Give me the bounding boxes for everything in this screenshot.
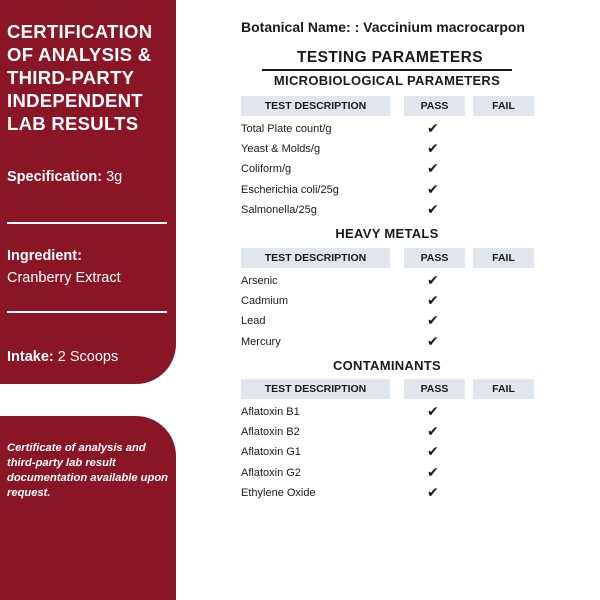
table-row [241,485,541,501]
column-header-fail: FAIL [473,96,534,116]
column-header-fail: FAIL [473,248,534,268]
ingredient-label: Ingredient: [7,248,82,264]
test-description: Aflatoxin B1 [241,406,300,418]
table-row [241,424,541,440]
botanical-name: Botanical Name: : Vaccinium macrocarpon [241,19,525,35]
table-row [241,293,541,309]
test-description: Coliform/g [241,163,292,176]
table-row [241,161,541,177]
table-row [241,334,541,350]
table-row [241,141,541,157]
pass-check-icon: ✔ [427,180,439,197]
intake-value: 2 Scoops [57,349,119,365]
test-description: Escherichia coli/25g [241,183,339,196]
heading-rule [262,69,512,71]
column-header-description: TEST DESCRIPTION [241,248,390,268]
test-description: Total Plate count/g [241,123,332,135]
page-title: CERTIFICATION OF ANALYSIS & THIRD-PARTY INDEPENDENT LAB RESULTS [7,21,153,134]
column-header-description: TEST DESCRIPTION [241,96,390,116]
table-row [241,313,541,329]
column-header-pass: PASS [404,96,465,116]
test-description: Aflatoxin B2 [241,426,300,439]
specification [7,169,122,185]
pass-check-icon: ✔ [427,292,439,309]
divider [7,222,167,224]
column-header-fail: FAIL [473,379,534,399]
certificate-note: Certificate of analysis and third-party lab result documentation available upon request. [7,442,168,499]
specification-value: 3g [106,169,123,185]
pass-check-icon: ✔ [427,443,439,460]
test-description: Cadmium [241,295,289,308]
table-row [241,273,541,289]
table-row [241,444,541,460]
table-row [241,182,541,198]
test-description: Aflatoxin G1 [241,446,301,459]
pass-check-icon: ✔ [427,120,439,136]
column-header-pass: PASS [404,248,465,268]
test-description: Arsenic [241,275,278,287]
column-header-description: TEST DESCRIPTION [241,379,390,399]
pass-check-icon: ✔ [427,160,439,177]
pass-check-icon: ✔ [427,272,439,288]
intake-label: Intake: [7,349,54,365]
pass-check-icon: ✔ [427,403,439,419]
specification-label: Specification: [7,169,103,185]
section-title: HEAVY METALS [335,226,439,241]
pass-check-icon: ✔ [427,463,439,480]
test-description: Aflatoxin G2 [241,466,301,479]
test-description: Lead [241,315,266,328]
table-row [241,202,541,218]
ingredient-value: Cranberry Extract [7,270,121,286]
pass-check-icon: ✔ [427,200,439,217]
testing-parameters-heading: TESTING PARAMETERS [296,49,484,66]
test-description: Yeast & Molds/g [241,143,321,156]
test-description: Salmonella/25g [241,203,317,216]
pass-check-icon: ✔ [427,483,439,500]
table-row [241,404,541,420]
test-description: Mercury [241,335,281,348]
pass-check-icon: ✔ [427,312,439,329]
table-row [241,465,541,481]
intake [7,349,118,365]
divider [7,311,167,313]
section-title: CONTAMINANTS [332,358,442,373]
test-description: Ethylene Oxide [241,486,316,499]
column-header-pass: PASS [404,379,465,399]
table-row [241,121,541,137]
pass-check-icon: ✔ [427,423,439,440]
section-title: MICROBIOLOGICAL PARAMETERS [273,73,501,88]
pass-check-icon: ✔ [427,140,439,157]
pass-check-icon: ✔ [427,332,439,349]
